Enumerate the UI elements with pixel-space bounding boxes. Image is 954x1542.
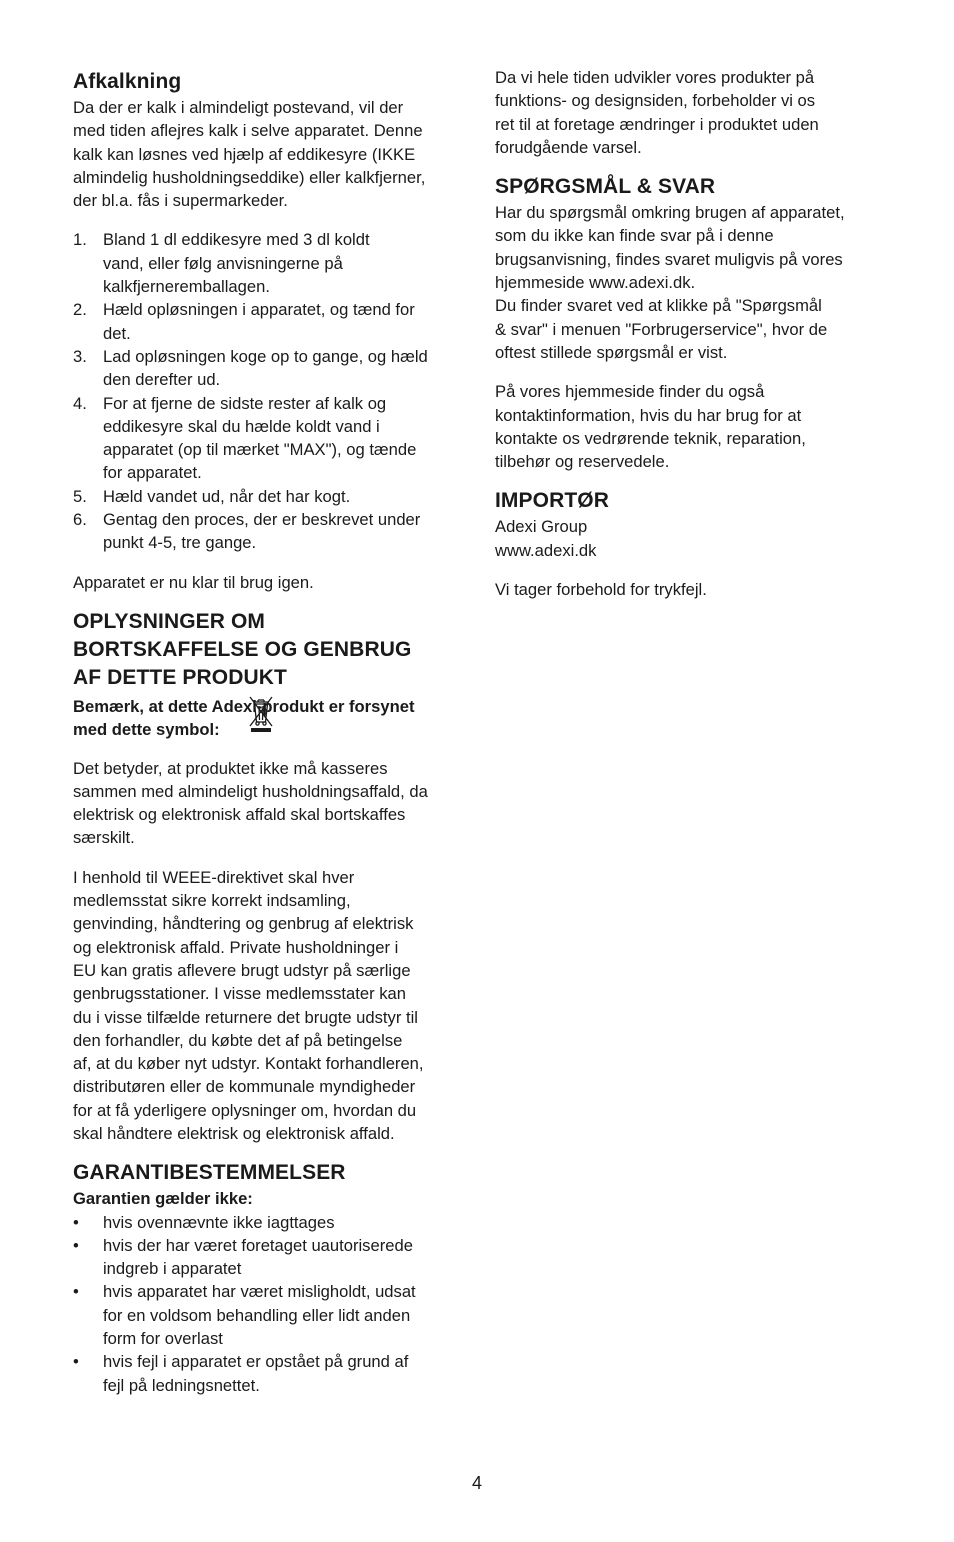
disposal-para-2: I henhold til WEEE-direktivet skal hver medlemsstat sikre korrekt indsamling, genvinding, håndtering og genbrug af elektrisk og elektronisk affald. Private husholdninger i EU kan gratis aflevere brugt udstyr på særlige genbrugsstationer. I visse medlemsstater kan du i visse tilfælde returnere det brugte udstyr til den forhandler, du købte det af på betingelse af, at du køber nyt udstyr. Kontakt forhandleren, distributøren eller de kommunale myndigheder for at få yderligere oplysninger om, hvordan du skal håndtere elektrisk og elektronisk affald.: [73, 867, 424, 1143]
page-number: 4: [471, 1473, 482, 1493]
left-column: [73, 66, 465, 1397]
descaling-steps: [73, 228, 465, 554]
heading-disposal: OPLYSNINGER OM BORTSKAFFELSE OG GENBRUG AF DETTE PRODUKT: [73, 609, 412, 689]
heading-warranty: GARANTIBESTEMMELSER: [73, 1161, 346, 1185]
list-item: 3. Lad opløsningen koge op to gange, og hæld den derefter ud.: [73, 346, 428, 390]
list-item: 5. Hæld vandet ud, når det har kogt.: [73, 486, 351, 506]
importer-website: www.adexi.dk: [495, 540, 597, 560]
warranty-subheading: Garantien gælder ikke:: [73, 1189, 253, 1209]
warranty-list: [73, 1211, 465, 1397]
heading-faq: SPØRGSMÅL & SVAR: [495, 175, 716, 199]
list-item: 4. For at fjerne de sidste rester af kalk og eddikesyre skal du hælde koldt vand i apparatet (op til mærket "MAX"), og tænde for apparatet.: [73, 393, 417, 483]
faq-para-2: På vores hjemmeside finder du også kontaktinformation, hvis du har brug for at kontakte os vedrørende teknik, reparation, tilbehør og reservedele.: [495, 382, 806, 472]
heading-descaling: Afkalkning: [73, 70, 182, 93]
list-item: • hvis der har været foretaget uautoriserede indgreb i apparatet: [73, 1235, 413, 1279]
right-column: [495, 66, 885, 601]
faq-para-1: Har du spørgsmål omkring brugen af apparatet, som du ikke kan finde svar på i denne brugsanvisning, findes svaret muligvis på vores hjemmeside www.adexi.dk. Du finder svaret ved at klikke på "Spørgsmål & svar" i menuen "Forbrugerservice", hvor de oftest stillede spørgsmål er vist.: [495, 203, 845, 362]
descaling-closing: Apparatet er nu klar til brug igen.: [73, 572, 314, 592]
disposal-note: Bemærk, at dette Adexi-produkt er forsynet med dette symbol:: [73, 695, 465, 742]
disposal-para-1: Det betyder, at produktet ikke må kasseres sammen med almindeligt husholdningsaffald, da elektrisk og elektronisk affald skal bortskaffes særskilt.: [73, 758, 428, 848]
list-item: 6. Gentag den proces, der er beskrevet under punkt 4-5, tre gange.: [73, 510, 421, 553]
print-disclaimer: Vi tager forbehold for trykfejl.: [495, 580, 707, 600]
list-item: 1. Bland 1 dl eddikesyre med 3 dl koldt vand, eller følg anvisningerne på kalkfjerneremballagen.: [73, 230, 370, 297]
heading-importer: IMPORTØR: [495, 489, 609, 513]
importer-name: Adexi Group: [495, 517, 588, 537]
importer-details: [495, 515, 885, 562]
list-item: • hvis ovennævnte ikke iagttages: [73, 1212, 335, 1232]
list-item: • hvis fejl i apparatet er opstået på grund af fejl på ledningsnettet.: [73, 1352, 409, 1395]
list-item: • hvis apparatet har været misligholdt, udsat for en voldsom behandling eller lidt anden form for overlast: [73, 1282, 416, 1349]
list-item: 2. Hæld opløsningen i apparatet, og tænd for det.: [73, 300, 415, 343]
intro-paragraph: Da vi hele tiden udvikler vores produkter på funktions- og designsiden, forbeholder vi os ret til at foretage ændringer i produktet uden forudgående varsel.: [495, 68, 819, 157]
weee-crossed-bin-icon: [247, 693, 275, 733]
descaling-intro: Da der er kalk i almindeligt postevand, vil der med tiden aflejres kalk i selve apparatet. Denne kalk kan løsnes ved hjælp af eddikesyre (IKKE almindelig husholdningseddike) eller kalkfjerner, der bl.a. fås i supermarkeder.: [73, 98, 426, 211]
